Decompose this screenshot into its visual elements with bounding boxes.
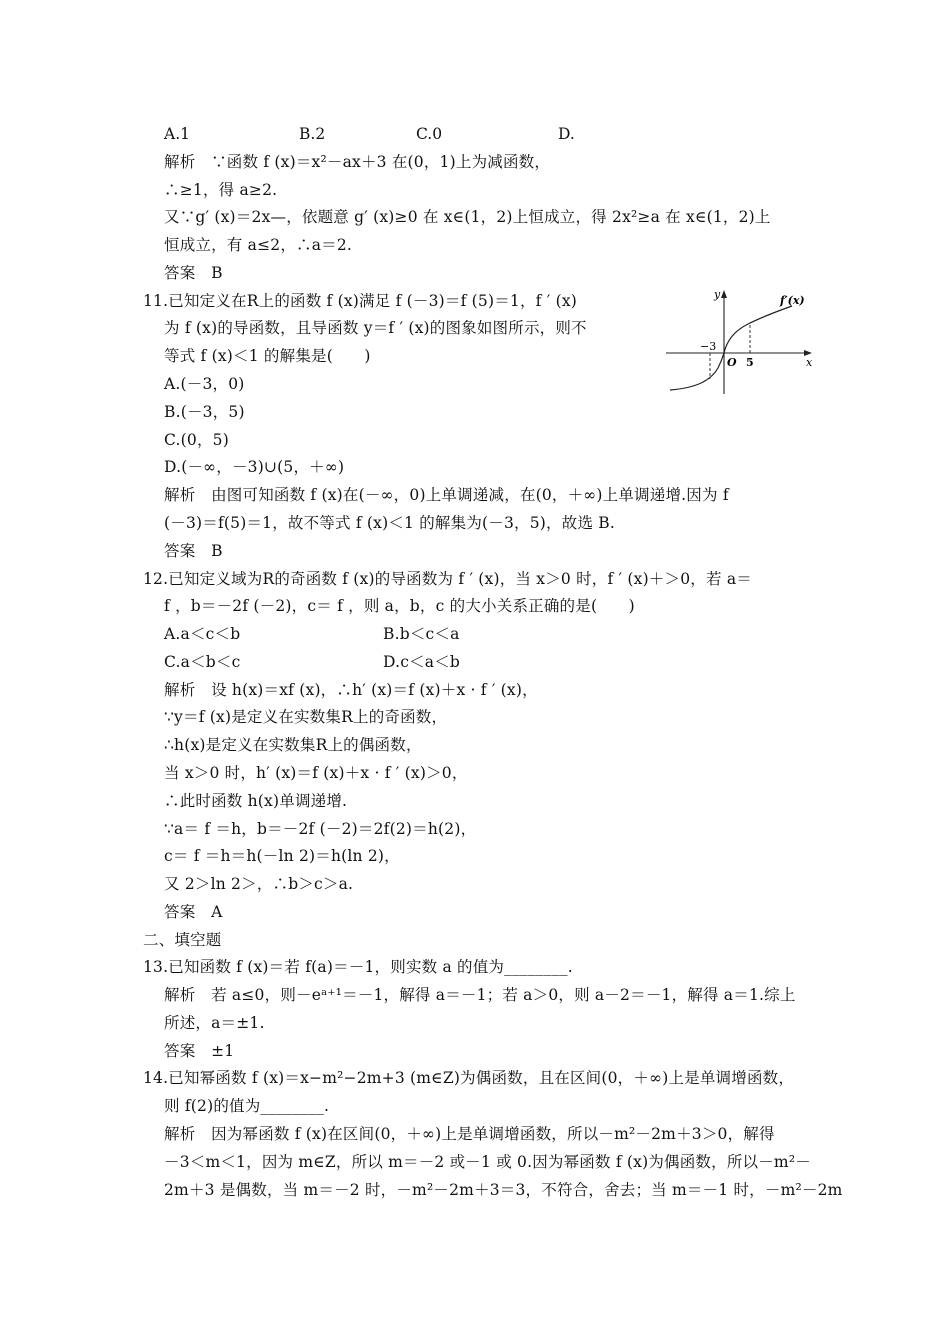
- q12-analysis-line-5: ∴此时函数 h(x)单调递增.: [164, 792, 348, 810]
- q11-derivative-graph: [662, 284, 822, 396]
- tick-label-5: 5: [746, 356, 754, 369]
- q10-option-d: D.: [558, 125, 575, 143]
- q11-stem-line-1: 11.已知定义在R上的函数 f (x)满足 f (－3)＝f (5)＝1，f ′ (x): [143, 292, 578, 310]
- q12-analysis-line-8: 又 2＞ln 2＞，∴b＞c＞a.: [164, 875, 354, 893]
- q14-analysis-line-1: 解析 因为幂函数 f (x)在区间(0，＋∞)上是单调增函数，所以－m²－2m＋3＞0，解得: [164, 1125, 775, 1143]
- y-axis-arrow: [721, 290, 727, 298]
- q11-stem-line-3: 等式 f (x)＜1 的解集是( ): [164, 347, 371, 365]
- q11-option-a: A.(－3，0): [164, 375, 245, 393]
- q11-analysis-line-2: (－3)＝f(5)＝1，故不等式 f (x)＜1 的解集为(－3，5)，故选 B.: [164, 514, 615, 532]
- q12-analysis-line-2: ∵y＝f (x)是定义在实数集R上的奇函数，: [164, 708, 448, 726]
- q10-analysis-line-2: ∴≥1，得 a≥2.: [164, 181, 278, 199]
- q11-option-b: B.(－3，5): [164, 403, 245, 421]
- q11-stem-line-2: 为 f (x)的导函数，且导函数 y＝f ′ (x)的图象如图所示，则不: [164, 319, 587, 337]
- q10-option-a: A.1: [164, 125, 190, 143]
- q14-stem-line-1: 14.已知幂函数 f (x)＝x−m²−2m+3 (m∈Z)为偶函数，且在区间(0，＋∞)上是单调增函数，: [143, 1069, 795, 1087]
- q13-analysis-line-2: 所述，a＝±1.: [164, 1014, 265, 1032]
- q10-analysis-line-4: 恒成立，有 a≤2，∴a＝2.: [164, 236, 353, 254]
- q14-analysis-line-3: 2m＋3 是偶数，当 m＝－2 时，－m²－2m＋3＝3，不符合，舍去；当 m＝－1 时，－m²－2m: [164, 1181, 843, 1199]
- q11-option-d: D.(－∞，－3)∪(5，＋∞): [164, 458, 345, 476]
- q12-stem-line-1: 12.已知定义域为R的奇函数 f (x)的导函数为 f ′ (x)，当 x＞0 时，f ′ (x)＋＞0，若 a＝: [143, 570, 752, 588]
- q12-analysis-line-6: ∵a＝ f ＝h，b＝－2f (－2)＝2f(2)＝h(2)，: [164, 820, 477, 838]
- q12-analysis-line-7: c＝ f ＝h＝h(－ln 2)＝h(ln 2)，: [164, 847, 400, 865]
- q12-stem-line-2: f ，b＝－2f (－2)，c＝ f ，则 a，b，c 的大小关系正确的是( ): [164, 597, 635, 615]
- x-axis-label: x: [806, 356, 813, 369]
- q13-stem: 13.已知函数 f (x)＝若 f(a)＝－1，则实数 a 的值为________.: [143, 958, 573, 976]
- q13-analysis-line-1: 解析 若 a≤0，则－eᵃ⁺¹＝－1，解得 a＝－1；若 a＞0，则 a－2＝－1，解得 a＝1.综上: [164, 986, 796, 1004]
- q12-analysis-line-1: 解析 设 h(x)＝xf (x)，∴h′ (x)＝f (x)＋x · f ′ (x)，: [164, 681, 538, 699]
- tick-label-neg3: −3: [700, 340, 717, 353]
- q12-option-b: B.b＜c＜a: [383, 625, 460, 643]
- q10-analysis-line-3: 又∵g′ (x)＝2x—，依题意 g′ (x)≥0 在 x∈(1，2)上恒成立，得 2x²≥a 在 x∈(1，2)上: [164, 208, 771, 226]
- q13-answer: 答案 ±1: [164, 1042, 235, 1060]
- q14-stem-line-2: 则 f(2)的值为________.: [164, 1097, 330, 1115]
- q12-option-d: D.c＜a＜b: [383, 653, 461, 671]
- derivative-curve: [670, 306, 792, 390]
- q10-option-b: B.2: [299, 125, 326, 143]
- q12-option-a: A.a＜c＜b: [164, 625, 241, 643]
- q11-option-c: C.(0，5): [164, 431, 229, 449]
- q14-analysis-line-2: －3＜m＜1，因为 m∈Z，所以 m＝－2 或－1 或 0.因为幂函数 f (x)为偶函数，所以－m²－: [164, 1153, 811, 1171]
- q12-answer: 答案 A: [164, 903, 223, 921]
- q12-analysis-line-3: ∴h(x)是定义在实数集R上的偶函数，: [164, 736, 422, 754]
- q10-analysis-line-1: 解析 ∵函数 f (x)＝x²－ax＋3 在(0，1)上为减函数，: [164, 153, 551, 171]
- q10-answer: 答案 B: [164, 264, 223, 282]
- q11-analysis-line-1: 解析 由图可知函数 f (x)在(－∞，0)上单调递减，在(0，＋∞)上单调递增.因为 f: [164, 486, 729, 504]
- curve-label: f′(x): [780, 294, 805, 307]
- origin-label: O: [727, 356, 737, 369]
- q10-option-c: C.0: [416, 125, 443, 143]
- q12-analysis-line-4: 当 x＞0 时，h′ (x)＝f (x)＋x · f ′ (x)＞0，: [164, 764, 468, 782]
- q11-answer: 答案 B: [164, 542, 223, 560]
- q12-option-c: C.a＜b＜c: [164, 653, 241, 671]
- section-title-fill-in: 二、填空题: [143, 931, 222, 949]
- y-axis-label: y: [714, 288, 721, 301]
